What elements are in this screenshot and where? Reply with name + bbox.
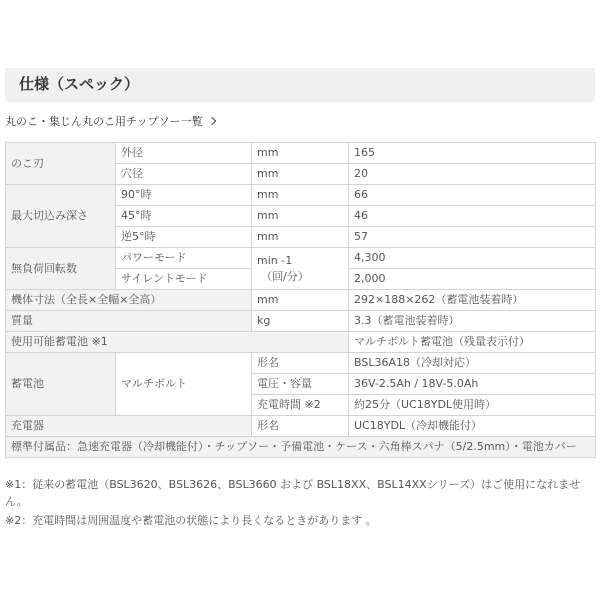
table-row [6, 185, 596, 206]
table-row [6, 416, 596, 437]
charger-model-label: 形名 [252, 416, 349, 437]
speed-silent-label: サイレントモード [116, 269, 252, 290]
mass-value: 3.3（蓄電池装着時） [349, 311, 596, 332]
battery-model-label: 形名 [252, 353, 349, 374]
cut-depth-unit: mm [252, 206, 349, 227]
cut-depth-angle: 逆5°時 [116, 227, 252, 248]
cut-depth-value: 66 [349, 185, 596, 206]
cut-depth-label: 最大切込み深さ [6, 185, 116, 248]
blade-hole-unit: mm [252, 164, 349, 185]
mass-unit: kg [252, 311, 349, 332]
speed-unit [252, 248, 349, 290]
footnotes [5, 476, 590, 529]
speed-unit-line2: （回/分） [261, 269, 309, 283]
table-row [6, 290, 596, 311]
dimensions-label: 機体寸法（全長×全幅×全高） [6, 290, 252, 311]
cut-depth-value: 57 [349, 227, 596, 248]
table-row [6, 332, 596, 353]
dimensions-value: 292×188×262（蓄電池装着時） [349, 290, 596, 311]
table-row [6, 353, 596, 374]
battery-voltage-label: 電圧・容量 [252, 374, 349, 395]
cut-depth-value: 46 [349, 206, 596, 227]
speed-silent-value: 2,000 [349, 269, 596, 290]
speed-power-label: パワーモード [116, 248, 252, 269]
blade-outer-value: 165 [349, 143, 596, 164]
blade-outer-unit: mm [252, 143, 349, 164]
cut-depth-angle: 45°時 [116, 206, 252, 227]
dimensions-unit: mm [252, 290, 349, 311]
battery-usable-value: マルチボルト蓄電池（残量表示付） [349, 332, 596, 353]
battery-charge-value: 約25分（UC18YDL使用時） [349, 395, 596, 416]
footnote-1: ※1：従来の蓄電池（BSL3620、BSL3626、BSL3660 および BSL18XX、BSL14XXシリーズ）はご使用になれません。 [5, 478, 581, 508]
spec-table [5, 142, 596, 458]
charger-label: 充電器 [6, 416, 252, 437]
blade-hole-value: 20 [349, 164, 596, 185]
table-row [6, 143, 596, 164]
blade-outer-label: 外径 [116, 143, 252, 164]
charger-model-value: UC18YDL（冷却機能付） [349, 416, 596, 437]
accessories-text: 標準付属品：急速充電器（冷却機能付）・チップソー・予備電池・ケース・六角棒スパナ（5/2.5mm）・電池カバー [6, 437, 596, 458]
table-row [6, 311, 596, 332]
tipsaw-list-link-label[interactable]: 丸のこ・集じん丸のこ用チップソー一覧 [5, 115, 203, 128]
section-title: 仕様（スペック） [19, 75, 140, 93]
speed-unit-line1: min -1 [257, 253, 293, 267]
section-heading-band [5, 68, 595, 102]
mass-label: 質量 [6, 311, 252, 332]
battery-voltage-value: 36V-2.5Ah / 18V-5.0Ah [349, 374, 596, 395]
cut-depth-angle: 90°時 [116, 185, 252, 206]
blade-hole-label: 穴径 [116, 164, 252, 185]
chevron-right-icon [207, 117, 215, 125]
battery-usable-label: 使用可能蓄電池 ※1 [6, 332, 349, 353]
footnote-2: ※2：充電時間は周囲温度や蓄電池の状態により長くなるときがあります 。 [5, 514, 377, 527]
tipsaw-list-link[interactable] [5, 113, 215, 131]
battery-charge-label: 充電時間 ※2 [252, 395, 349, 416]
blade-label: のこ刃 [6, 143, 116, 185]
cut-depth-unit: mm [252, 227, 349, 248]
table-row [6, 437, 596, 458]
table-row [6, 248, 596, 269]
battery-model-value: BSL36A18（冷却対応） [349, 353, 596, 374]
cut-depth-unit: mm [252, 185, 349, 206]
battery-type: マルチボルト [116, 353, 252, 416]
battery-label: 蓄電池 [6, 353, 116, 416]
speed-label: 無負荷回転数 [6, 248, 116, 290]
speed-power-value: 4,300 [349, 248, 596, 269]
